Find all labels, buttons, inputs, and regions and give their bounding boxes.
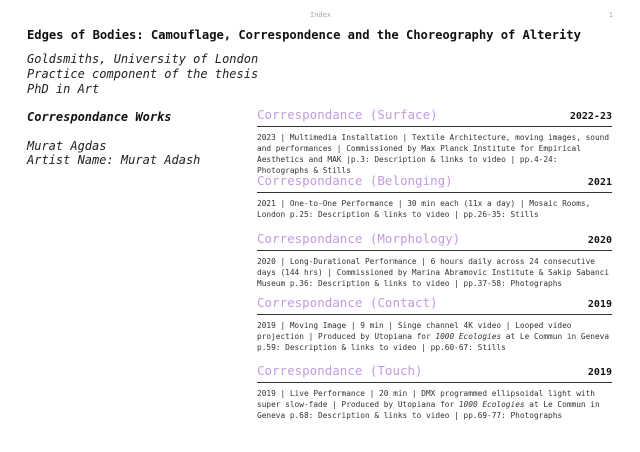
header-index-label: Index	[310, 11, 332, 19]
artist-block	[27, 139, 200, 167]
work-title: Correspondance (Contact)	[257, 295, 438, 310]
divider	[257, 314, 612, 315]
work-year: 2022-23	[569, 111, 612, 122]
divider	[257, 126, 612, 127]
work-year: 2020	[587, 235, 612, 246]
work-year: 2019	[587, 367, 612, 378]
artist-name: Murat Agdas	[27, 139, 107, 153]
work-description: 2021 | One-to-One Performance | 30 min each (11x a day) | Mosaic Rooms, London p.25: Description & links to video | pp.26-35: Stills	[257, 199, 591, 219]
artist-stage-name: Artist Name: Murat Adash	[27, 153, 201, 167]
page-number: 1	[608, 11, 613, 19]
work-year: 2019	[587, 299, 612, 310]
document-title: Edges of Bodies: Camouflage, Correspondence and the Choreography of Alterity	[27, 28, 581, 42]
affiliation-university: Goldsmiths, University of London	[27, 52, 259, 66]
work-title: Correspondance (Belonging)	[257, 173, 453, 188]
work-description: 2019 | Live Performance | 20 min | DMX programmed ellipsoidal light with super slow-fade | Produced by Utopiana for 1000 Ecologies at Le Commun in Geneva p.68: Description & links to video | pp.69-77: Photographs	[257, 389, 600, 420]
work-year: 2021	[587, 177, 612, 188]
work-entry	[257, 106, 612, 176]
affiliation-block	[27, 52, 258, 97]
section-title: Correspondance Works	[27, 110, 172, 124]
divider	[257, 192, 612, 193]
work-entry	[257, 172, 612, 220]
affiliation-component: Practice component of the thesis	[27, 67, 259, 81]
work-title: Correspondance (Touch)	[257, 363, 423, 378]
work-entry	[257, 230, 612, 289]
divider	[257, 382, 612, 383]
work-title: Correspondance (Morphology)	[257, 231, 461, 246]
work-description: 2023 | Multimedia Installation | Textile Architecture, moving images, sound and performances | Commissioned by Max Planck Institute for Empirical Aesthetics and MAK |p.3: Description & links to video | pp.4-24: Photographs & Stills	[257, 133, 610, 175]
affiliation-degree: PhD in Art	[27, 82, 100, 96]
work-entry	[257, 362, 612, 421]
work-description: 2019 | Moving Image | 9 min | Singe channel 4K video | Looped video projection | Produced by Utopiana for 1000 Ecologies at Le Commun in Geneva p.59: Description & links to video | pp.60-67: Stills	[257, 321, 610, 352]
divider	[257, 250, 612, 251]
work-title: Correspondance (Surface)	[257, 107, 438, 122]
work-description: 2020 | Long-Durational Performance | 6 hours daily across 24 consecutive days (144 hrs) | Commissioned by Marina Abramovic Institute & Sakip Sabanci Museum p.36: Description & links to video | pp.37-58: Photographs	[257, 257, 610, 288]
work-entry	[257, 294, 612, 353]
